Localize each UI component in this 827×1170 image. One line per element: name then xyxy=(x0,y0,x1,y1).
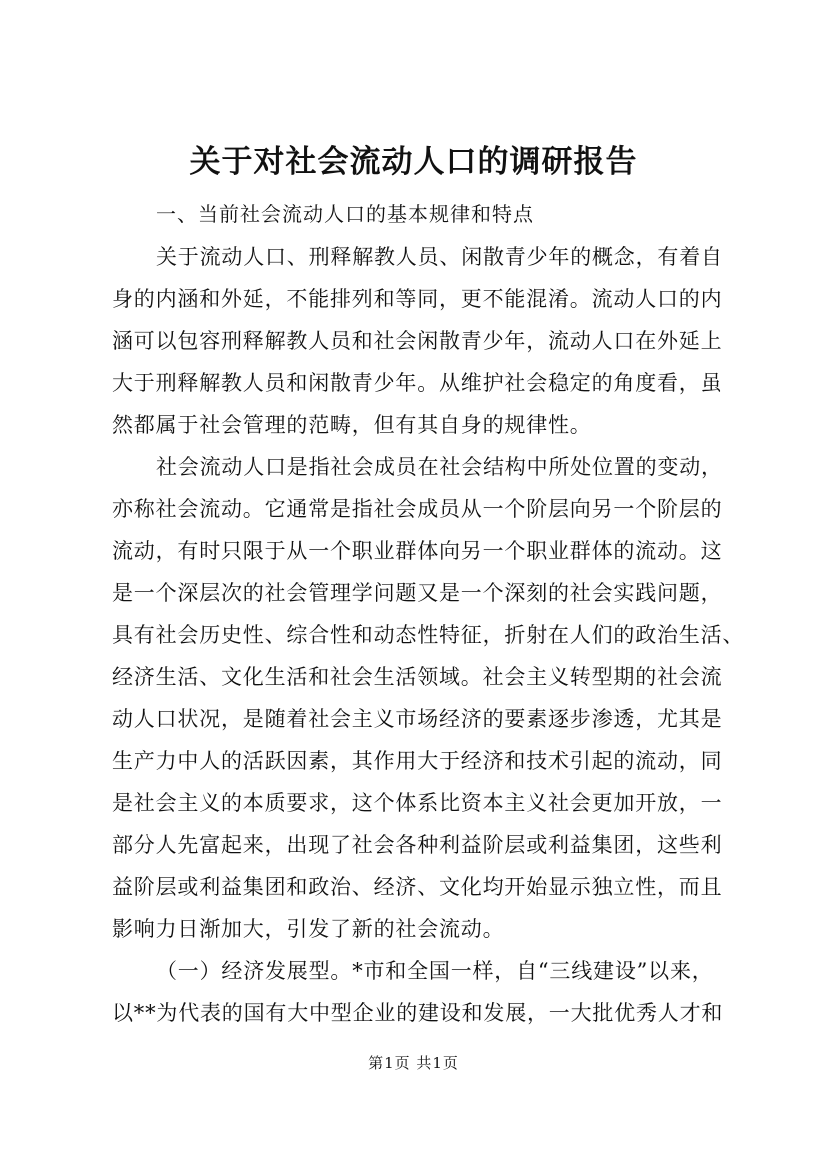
paragraph-line: 经济生活、文化生活和社会生活领域。社会主义转型期的社会流 xyxy=(112,665,723,689)
paragraph-line: 部分人先富起来，出现了社会各种利益阶层或利益集团，这些利 xyxy=(112,833,723,857)
paragraph-line: 是一个深层次的社会管理学问题又是一个深刻的社会实践问题， xyxy=(112,581,723,605)
page-footer: 第1页 共1页 xyxy=(368,1054,459,1072)
paragraph-line: 益阶层或利益集团和政治、经济、文化均开始显示独立性，而且 xyxy=(112,875,723,899)
paragraph-line: 生产力中人的活跃因素，其作用大于经济和技术引起的流动，同 xyxy=(112,749,723,773)
section-heading: 一、当前社会流动人口的基本规律和特点 xyxy=(156,202,534,226)
paragraph-line: 关于流动人口、刑释解教人员、闲散青少年的概念，有着自 xyxy=(156,245,723,269)
paragraph-line: 影响力日渐加大，引发了新的社会流动。 xyxy=(112,917,505,941)
paragraph-line: 身的内涵和外延，不能排列和等同，更不能混淆。流动人口的内 xyxy=(112,287,723,311)
paragraph-line: 然都属于社会管理的范畴，但有其自身的规律性。 xyxy=(112,413,592,437)
paragraph-line: 涵可以包容刑释解教人员和社会闲散青少年，流动人口在外延上 xyxy=(112,329,723,353)
paragraph-line: 以**为代表的国有大中型企业的建设和发展，一大批优秀人才和 xyxy=(112,1001,724,1025)
paragraph-line: （一）经济发展型。*市和全国一样，自“三线建设”以来， xyxy=(156,959,714,983)
paragraph-line: 亦称社会流动。它通常是指社会成员从一个阶层向另一个阶层的 xyxy=(112,497,723,521)
paragraph-line: 流动，有时只限于从一个职业群体向另一个职业群体的流动。这 xyxy=(112,539,723,563)
paragraph-line: 社会流动人口是指社会成员在社会结构中所处位置的变动， xyxy=(156,455,723,479)
document-title: 关于对社会流动人口的调研报告 xyxy=(189,144,638,180)
paragraph-line: 大于刑释解教人员和闲散青少年。从维护社会稳定的角度看，虽 xyxy=(112,371,723,395)
paragraph-line: 是社会主义的本质要求，这个体系比资本主义社会更加开放，一 xyxy=(112,791,723,815)
paragraph-line: 动人口状况，是随着社会主义市场经济的要素逐步渗透，尤其是 xyxy=(112,707,723,731)
paragraph-line: 具有社会历史性、综合性和动态性特征，折射在人们的政治生活、 xyxy=(112,623,745,647)
